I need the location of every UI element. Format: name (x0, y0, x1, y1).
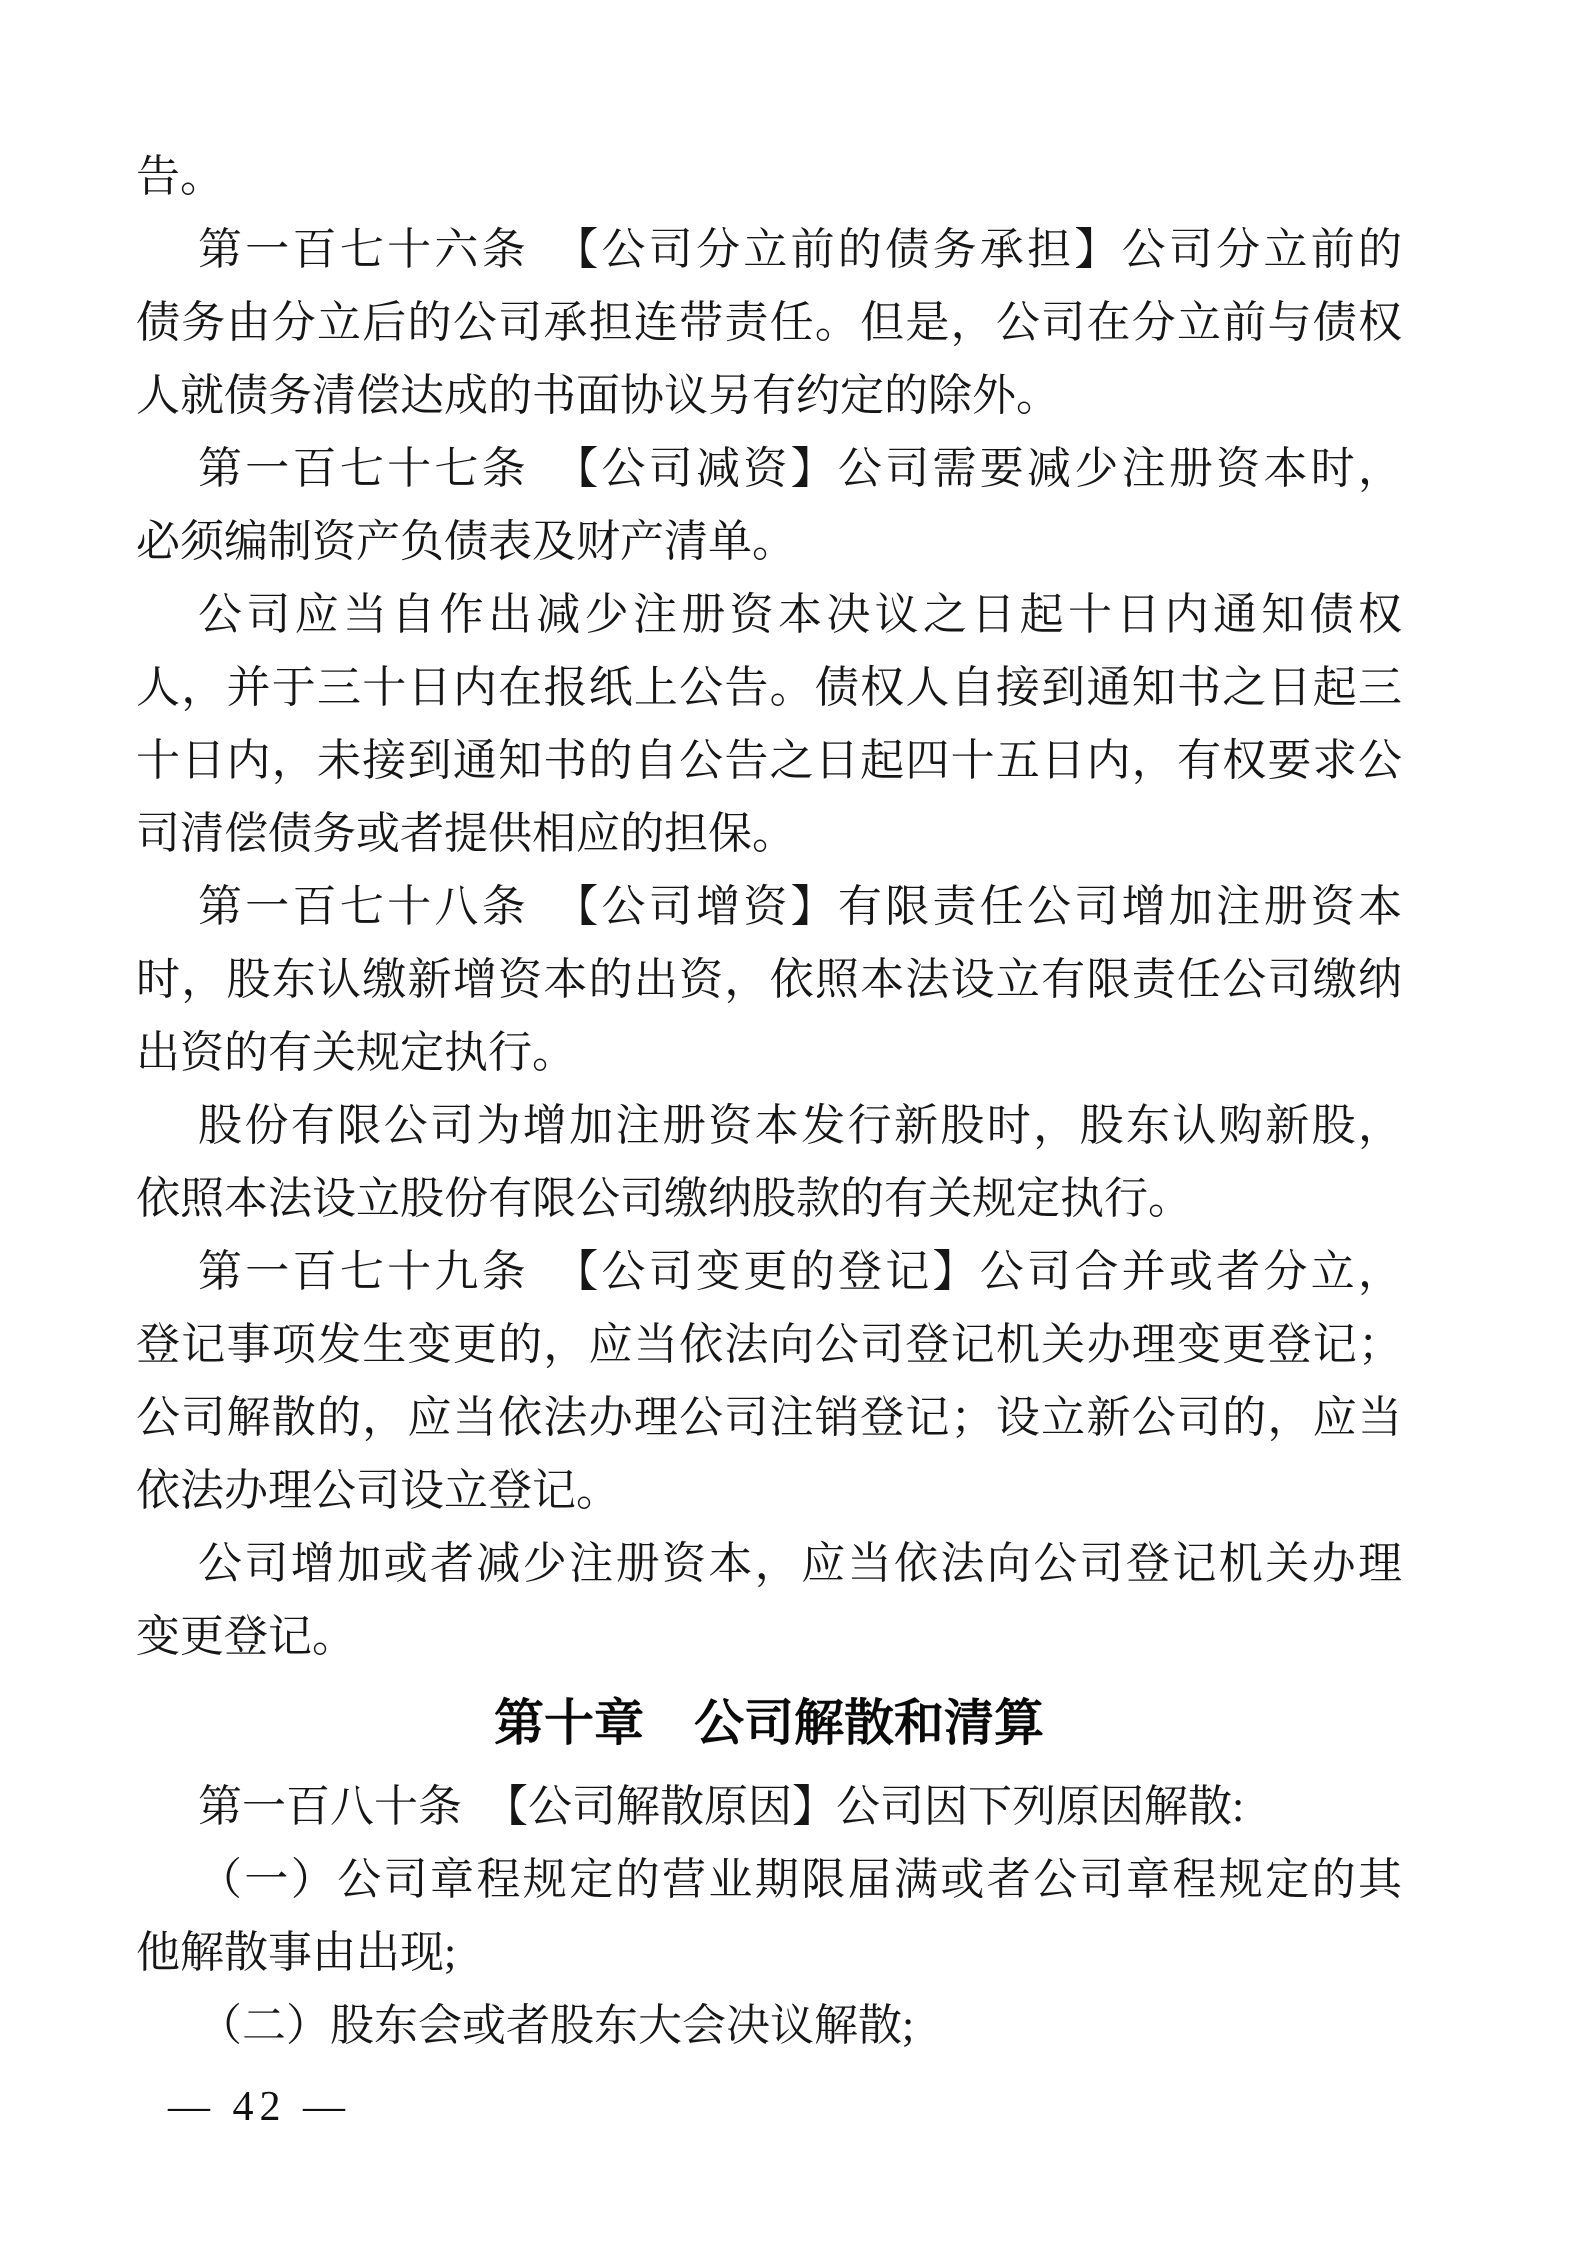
text-line-article-176: 第一百七十六条 【公司分立前的债务承担】公司分立前的 (198, 225, 1402, 274)
text-line: 公司增加或者减少注册资本，应当依法向公司登记机关办理 (198, 1539, 1402, 1588)
text-line: 必须编制资产负债表及财产清单。 (136, 517, 796, 566)
text-line: 变更登记。 (136, 1612, 356, 1661)
chapter-heading: 第十章 公司解散和清算 (494, 1695, 1044, 1751)
text-line: 告。 (136, 152, 224, 201)
text-line: （一）公司章程规定的营业期限届满或者公司章程规定的其 (198, 1855, 1402, 1904)
page-number: — 42 — (168, 2084, 351, 2130)
document-text-block (136, 140, 1402, 2062)
text-line: （二）股东会或者股东大会决议解散; (198, 2001, 915, 2050)
text-line: 出资的有关规定执行。 (136, 1028, 576, 1077)
text-line: 依法办理公司设立登记。 (136, 1466, 620, 1515)
text-line: 公司解散的，应当依法办理公司注销登记；设立新公司的，应当 (136, 1393, 1402, 1442)
text-line: 时，股东认缴新增资本的出资，依照本法设立有限责任公司缴纳 (136, 955, 1402, 1004)
text-line: 公司应当自作出减少注册资本决议之日起十日内通知债权 (198, 590, 1402, 639)
text-line-article-179: 第一百七十九条 【公司变更的登记】公司合并或者分立， (198, 1247, 1402, 1296)
text-line-article-178: 第一百七十八条 【公司增资】有限责任公司增加注册资本 (198, 882, 1402, 931)
text-line: 司清偿债务或者提供相应的担保。 (136, 809, 796, 858)
text-line-article-180: 第一百八十条 【公司解散原因】公司因下列原因解散: (198, 1782, 1245, 1831)
text-line: 债务由分立后的公司承担连带责任。但是，公司在分立前与债权 (136, 298, 1402, 347)
text-line: 他解散事由出现; (136, 1928, 457, 1977)
text-line: 依照本法设立股份有限公司缴纳股款的有关规定执行。 (136, 1174, 1192, 1223)
text-line: 人就债务清偿达成的书面协议另有约定的除外。 (136, 371, 1060, 420)
text-line-article-177: 第一百七十七条 【公司减资】公司需要减少注册资本时， (198, 444, 1402, 493)
text-line: 股份有限公司为增加注册资本发行新股时，股东认购新股， (198, 1101, 1402, 1150)
text-line: 十日内，未接到通知书的自公告之日起四十五日内，有权要求公 (136, 736, 1402, 785)
text-line: 登记事项发生变更的，应当依法向公司登记机关办理变更登记； (136, 1320, 1402, 1369)
text-line: 人，并于三十日内在报纸上公告。债权人自接到通知书之日起三 (136, 663, 1402, 712)
